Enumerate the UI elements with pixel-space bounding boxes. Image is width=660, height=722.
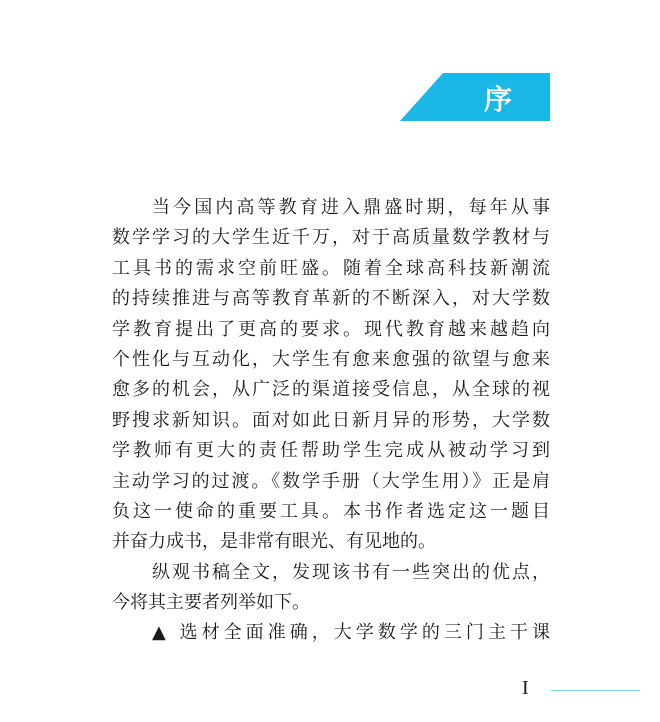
text-line: 学教育提出了更高的要求。现代教育越来越趋向	[112, 318, 550, 340]
text-line: 今将其主要者列举如下。	[112, 592, 310, 614]
footer-rule	[551, 690, 640, 691]
text-line: 当今国内高等教育进入鼎盛时期，每年从事	[152, 197, 550, 218]
text-line: 愈多的机会，从广泛的渠道接受信息，从全球的视	[112, 379, 550, 401]
text-line: 工具书的需求空前旺盛。随着全球高科技新潮流	[112, 257, 550, 279]
preface-body	[112, 193, 550, 649]
text-line: 并奋力成书，是非常有眼光、有见地的。	[112, 531, 436, 553]
text-line: 主动学习的过渡。《数学手册（大学生用）》正是肩	[112, 470, 550, 492]
text-line: 学教师有更大的责任帮助学生完成从被动学习到	[112, 440, 550, 462]
text-line: 野搜求新知识。面对如此日新月异的形势，大学数	[112, 409, 550, 431]
section-title-tab	[400, 73, 550, 121]
text-line: ▲ 选材全面准确，大学数学的三门主干课	[152, 622, 550, 644]
text-line: 的持续推进与高等教育革新的不断深入，对大学数	[112, 288, 550, 310]
text-line: 数学学习的大学生近千万，对于高质量数学教材与	[112, 227, 550, 249]
text-line: 纵观书稿全文，发现该书有一些突出的优点，	[152, 561, 550, 583]
section-title: 序	[483, 83, 512, 116]
page-number: I	[522, 677, 529, 699]
text-line: 负这一使命的重要工具。本书作者选定这一题目	[112, 500, 550, 522]
text-line: 个性化与互动化，大学生有愈来愈强的欲望与愈来	[112, 348, 550, 370]
